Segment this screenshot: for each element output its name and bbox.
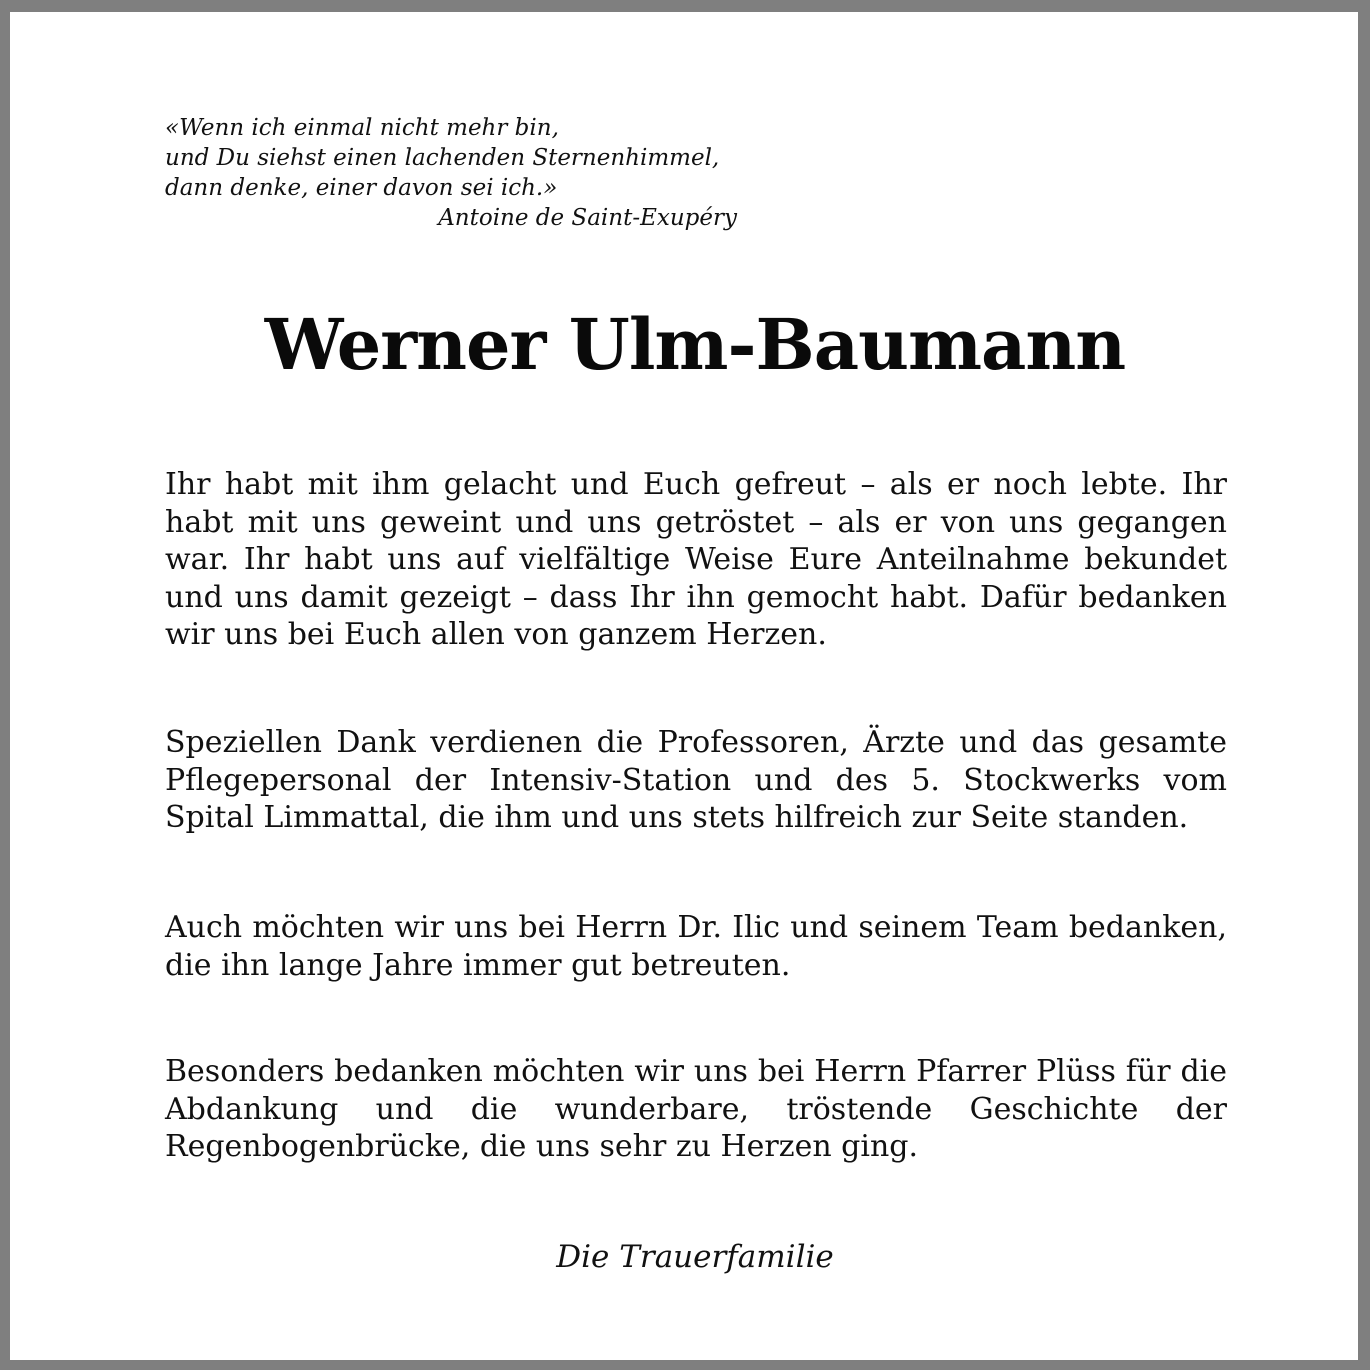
quote-line: und Du siehst einen lachenden Sternenhimmel,: [165, 145, 720, 171]
quote-line: dann denke, einer davon sei ich.»: [165, 175, 558, 201]
signature: Die Trauerfamilie: [556, 1239, 834, 1275]
thanks-paragraph-2: Speziellen Dank verdienen die Professoren, Ärzte und das gesamte Pflegepersonal der Intensiv-Station und des 5. Stockwerks vom Spital Limmattal, die ihm und uns stets hilfreich zur Seite standen.: [165, 725, 1227, 835]
thanks-paragraph-3: Auch möchten wir uns bei Herrn Dr. Ilic und seinem Team bedanken, die ihn lange Jahre immer gut betreuten.: [165, 910, 1227, 983]
thanks-paragraph-4: Besonders bedanken möchten wir uns bei Herrn Pfarrer Plüss für die Abdankung und die wunderbare, tröstende Geschichte der Regenbogenbrücke, die uns sehr zu Herzen ging.: [165, 1054, 1227, 1164]
thanks-paragraph-1: Ihr habt mit ihm gelacht und Euch gefreut – als er noch lebte. Ihr habt mit uns geweint und uns getröstet – als er von uns gegangen war. Ihr habt uns auf vielfältige Weise Eure Anteilnahme bekundet und uns damit gezeigt – dass Ihr ihn gemocht habt. Dafür bedanken wir uns bei Euch allen von ganzem Herzen.: [165, 467, 1227, 652]
quote-author: Antoine de Saint-Exupéry: [438, 205, 737, 231]
deceased-name-title: Werner Ulm-Baumann: [264, 303, 1126, 386]
quote-line: «Wenn ich einmal nicht mehr bin,: [165, 115, 559, 141]
epigraph-quote: [165, 113, 745, 233]
